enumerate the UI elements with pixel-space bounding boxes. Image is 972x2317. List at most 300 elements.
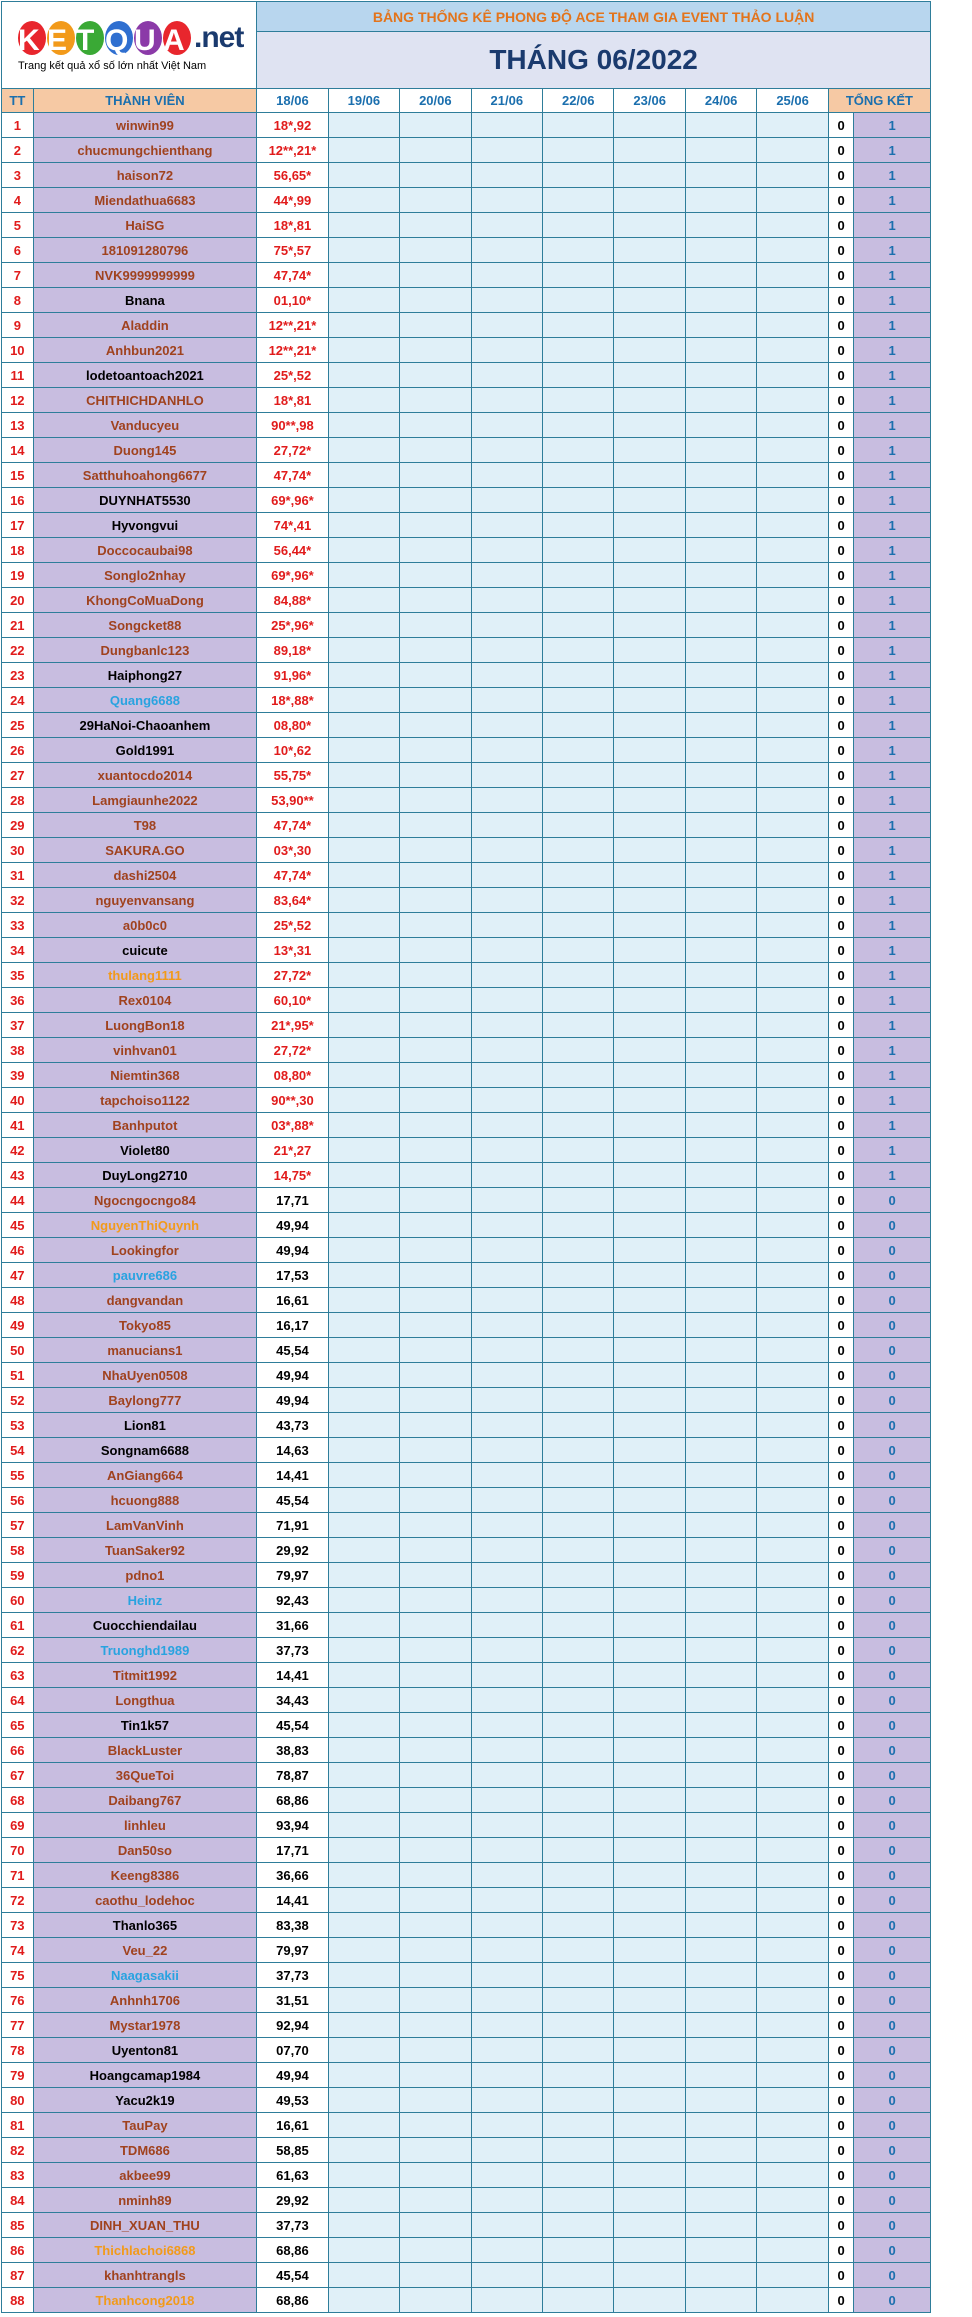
row-number: 7 — [2, 263, 34, 288]
pick-empty — [614, 1163, 685, 1188]
total-misses: 0 — [828, 1763, 854, 1788]
row-number: 16 — [2, 488, 34, 513]
total-hits: 1 — [854, 1113, 931, 1138]
total-hits: 1 — [854, 463, 931, 488]
pick-empty — [543, 1438, 614, 1463]
pick-18-06: 12**,21* — [257, 313, 328, 338]
pick-empty — [685, 1563, 756, 1588]
pick-empty — [685, 1063, 756, 1088]
pick-empty — [471, 2263, 542, 2288]
pick-18-06: 61,63 — [257, 2163, 328, 2188]
pick-empty — [400, 2163, 471, 2188]
total-misses: 0 — [828, 2113, 854, 2138]
total-misses: 0 — [828, 438, 854, 463]
pick-empty — [471, 2238, 542, 2263]
pick-empty — [614, 1038, 685, 1063]
pick-empty — [471, 1238, 542, 1263]
row-number: 59 — [2, 1563, 34, 1588]
total-misses: 0 — [828, 913, 854, 938]
table-row — [2, 488, 931, 513]
member-name: 36QueToi — [33, 1763, 257, 1788]
total-hits: 1 — [854, 688, 931, 713]
total-hits: 1 — [854, 763, 931, 788]
pick-empty — [614, 2138, 685, 2163]
pick-empty — [400, 463, 471, 488]
total-hits: 1 — [854, 413, 931, 438]
pick-empty — [685, 538, 756, 563]
pick-empty — [328, 263, 399, 288]
member-name: LamVanVinh — [33, 1513, 257, 1538]
pick-empty — [400, 238, 471, 263]
pick-empty — [471, 488, 542, 513]
pick-empty — [328, 2213, 399, 2238]
table-row — [2, 1163, 931, 1188]
pick-empty — [471, 1513, 542, 1538]
total-misses: 0 — [828, 1288, 854, 1313]
pick-empty — [471, 1138, 542, 1163]
pick-empty — [614, 263, 685, 288]
total-hits: 1 — [854, 313, 931, 338]
pick-empty — [614, 838, 685, 863]
pick-empty — [328, 138, 399, 163]
pick-empty — [614, 713, 685, 738]
pick-empty — [400, 988, 471, 1013]
pick-empty — [614, 638, 685, 663]
pick-empty — [543, 238, 614, 263]
pick-empty — [328, 913, 399, 938]
table-row — [2, 463, 931, 488]
pick-empty — [543, 2063, 614, 2088]
pick-empty — [614, 1688, 685, 1713]
total-hits: 1 — [854, 163, 931, 188]
total-hits: 1 — [854, 438, 931, 463]
pick-18-06: 49,94 — [257, 1213, 328, 1238]
table-row — [2, 1413, 931, 1438]
pick-empty — [471, 1588, 542, 1613]
total-misses: 0 — [828, 1863, 854, 1888]
pick-empty — [471, 413, 542, 438]
pick-empty — [685, 313, 756, 338]
row-number: 20 — [2, 588, 34, 613]
total-hits: 1 — [854, 388, 931, 413]
pick-empty — [400, 1838, 471, 1863]
pick-empty — [400, 138, 471, 163]
pick-empty — [400, 1363, 471, 1388]
pick-empty — [685, 638, 756, 663]
row-number: 75 — [2, 1963, 34, 1988]
pick-empty — [543, 1138, 614, 1163]
pick-empty — [543, 1913, 614, 1938]
member-name: Banhputot — [33, 1113, 257, 1138]
table-row — [2, 1538, 931, 1563]
pick-empty — [471, 1938, 542, 1963]
pick-empty — [400, 338, 471, 363]
pick-empty — [614, 488, 685, 513]
pick-empty — [543, 2238, 614, 2263]
pick-empty — [543, 1063, 614, 1088]
pick-empty — [685, 363, 756, 388]
member-name: TuanSaker92 — [33, 1538, 257, 1563]
total-hits: 0 — [854, 2238, 931, 2263]
pick-empty — [543, 613, 614, 638]
pick-empty — [543, 1488, 614, 1513]
pick-empty — [471, 513, 542, 538]
pick-empty — [685, 1788, 756, 1813]
pick-empty — [757, 1363, 828, 1388]
pick-empty — [328, 1263, 399, 1288]
total-hits: 0 — [854, 1988, 931, 2013]
pick-empty — [543, 2088, 614, 2113]
member-name: caothu_lodehoc — [33, 1888, 257, 1913]
member-name: CHITHICHDANHLO — [33, 388, 257, 413]
row-number: 11 — [2, 363, 34, 388]
pick-empty — [685, 613, 756, 638]
pick-empty — [685, 1463, 756, 1488]
pick-empty — [757, 1588, 828, 1613]
pick-empty — [685, 488, 756, 513]
pick-empty — [614, 1288, 685, 1313]
pick-empty — [685, 2138, 756, 2163]
total-hits: 1 — [854, 238, 931, 263]
pick-empty — [685, 2088, 756, 2113]
header-member: THÀNH VIÊN — [33, 89, 257, 113]
pick-18-06: 14,41 — [257, 1888, 328, 1913]
table-row — [2, 1588, 931, 1613]
pick-empty — [685, 1163, 756, 1188]
pick-empty — [400, 2013, 471, 2038]
table-row — [2, 888, 931, 913]
pick-18-06: 18*,81 — [257, 213, 328, 238]
total-misses: 0 — [828, 963, 854, 988]
pick-empty — [328, 1563, 399, 1588]
row-number: 32 — [2, 888, 34, 913]
header-date: 24/06 — [685, 89, 756, 113]
pick-empty — [614, 1663, 685, 1688]
pick-empty — [543, 838, 614, 863]
row-number: 42 — [2, 1138, 34, 1163]
pick-empty — [400, 763, 471, 788]
pick-empty — [685, 813, 756, 838]
pick-empty — [328, 1488, 399, 1513]
total-misses: 0 — [828, 1413, 854, 1438]
pick-empty — [757, 188, 828, 213]
pick-18-06: 45,54 — [257, 1713, 328, 1738]
pick-18-06: 45,54 — [257, 1488, 328, 1513]
pick-empty — [614, 463, 685, 488]
pick-18-06: 38,83 — [257, 1738, 328, 1763]
total-hits: 1 — [854, 1013, 931, 1038]
pick-empty — [614, 888, 685, 913]
pick-empty — [685, 1438, 756, 1463]
pick-empty — [685, 288, 756, 313]
pick-empty — [400, 1238, 471, 1263]
logo[interactable] — [2, 2, 257, 89]
pick-empty — [471, 538, 542, 563]
pick-empty — [471, 688, 542, 713]
total-misses: 0 — [828, 1488, 854, 1513]
pick-empty — [328, 2238, 399, 2263]
pick-empty — [757, 963, 828, 988]
pick-18-06: 17,71 — [257, 1838, 328, 1863]
table-row — [2, 1813, 931, 1838]
pick-empty — [471, 288, 542, 313]
total-hits: 1 — [854, 1088, 931, 1113]
total-hits: 0 — [854, 1363, 931, 1388]
table-row — [2, 2113, 931, 2138]
pick-18-06: 21*,27 — [257, 1138, 328, 1163]
pick-empty — [757, 2113, 828, 2138]
member-name: linhleu — [33, 1813, 257, 1838]
total-misses: 0 — [828, 1838, 854, 1863]
row-number: 35 — [2, 963, 34, 988]
table-row — [2, 2213, 931, 2238]
row-number: 62 — [2, 1638, 34, 1663]
pick-empty — [543, 913, 614, 938]
total-misses: 0 — [828, 2188, 854, 2213]
pick-empty — [614, 863, 685, 888]
pick-empty — [471, 1438, 542, 1463]
pick-empty — [400, 1988, 471, 2013]
pick-empty — [685, 913, 756, 938]
total-misses: 0 — [828, 688, 854, 713]
table-row — [2, 588, 931, 613]
total-misses: 0 — [828, 1513, 854, 1538]
pick-empty — [614, 1538, 685, 1563]
pick-empty — [685, 838, 756, 863]
pick-empty — [614, 188, 685, 213]
pick-empty — [471, 463, 542, 488]
member-name: Hoangcamap1984 — [33, 2063, 257, 2088]
pick-empty — [543, 2013, 614, 2038]
pick-empty — [614, 613, 685, 638]
pick-empty — [328, 1138, 399, 1163]
pick-empty — [757, 1038, 828, 1063]
table-row — [2, 2063, 931, 2088]
pick-empty — [328, 888, 399, 913]
pick-empty — [543, 538, 614, 563]
pick-empty — [471, 588, 542, 613]
total-hits: 1 — [854, 1038, 931, 1063]
pick-18-06: 56,65* — [257, 163, 328, 188]
pick-empty — [757, 1513, 828, 1538]
pick-empty — [757, 913, 828, 938]
pick-empty — [757, 313, 828, 338]
table-row — [2, 813, 931, 838]
pick-empty — [471, 938, 542, 963]
pick-empty — [400, 1038, 471, 1063]
table-row — [2, 1688, 931, 1713]
pick-empty — [614, 1613, 685, 1638]
pick-18-06: 31,51 — [257, 1988, 328, 2013]
pick-empty — [471, 1538, 542, 1563]
table-row — [2, 1663, 931, 1688]
total-hits: 1 — [854, 913, 931, 938]
pick-empty — [757, 2088, 828, 2113]
total-misses: 0 — [828, 1713, 854, 1738]
pick-empty — [614, 788, 685, 813]
row-number: 68 — [2, 1788, 34, 1813]
pick-18-06: 17,53 — [257, 1263, 328, 1288]
total-misses: 0 — [828, 1238, 854, 1263]
pick-empty — [685, 2113, 756, 2138]
pick-empty — [471, 1488, 542, 1513]
pick-empty — [757, 2063, 828, 2088]
pick-empty — [685, 963, 756, 988]
row-number: 23 — [2, 663, 34, 688]
header-tt: TT — [2, 89, 34, 113]
pick-empty — [757, 1788, 828, 1813]
total-misses: 0 — [828, 1088, 854, 1113]
pick-empty — [685, 663, 756, 688]
pick-empty — [328, 963, 399, 988]
pick-empty — [543, 1663, 614, 1688]
total-hits: 0 — [854, 2088, 931, 2113]
pick-empty — [543, 188, 614, 213]
pick-empty — [400, 888, 471, 913]
pick-empty — [543, 513, 614, 538]
pick-empty — [757, 2163, 828, 2188]
table-row — [2, 1013, 931, 1038]
pick-empty — [543, 1038, 614, 1063]
total-hits: 0 — [854, 1438, 931, 1463]
pick-18-06: 53,90** — [257, 788, 328, 813]
total-misses: 0 — [828, 1188, 854, 1213]
pick-empty — [614, 1413, 685, 1438]
member-name: Quang6688 — [33, 688, 257, 713]
pick-empty — [471, 213, 542, 238]
pick-empty — [757, 2263, 828, 2288]
pick-empty — [543, 2138, 614, 2163]
pick-empty — [685, 1763, 756, 1788]
total-hits: 1 — [854, 213, 931, 238]
total-misses: 0 — [828, 338, 854, 363]
total-misses: 0 — [828, 2213, 854, 2238]
total-misses: 0 — [828, 1313, 854, 1338]
pick-empty — [757, 213, 828, 238]
pick-empty — [400, 1088, 471, 1113]
row-number: 22 — [2, 638, 34, 663]
member-name: vinhvan01 — [33, 1038, 257, 1063]
pick-empty — [614, 688, 685, 713]
row-number: 79 — [2, 2063, 34, 2088]
total-misses: 0 — [828, 1613, 854, 1638]
pick-empty — [614, 1138, 685, 1163]
pick-empty — [543, 638, 614, 663]
pick-empty — [400, 1013, 471, 1038]
total-hits: 1 — [854, 888, 931, 913]
pick-18-06: 79,97 — [257, 1563, 328, 1588]
pick-empty — [685, 2163, 756, 2188]
total-hits: 1 — [854, 188, 931, 213]
pick-empty — [757, 563, 828, 588]
pick-18-06: 90**,98 — [257, 413, 328, 438]
table-row — [2, 288, 931, 313]
pick-empty — [328, 463, 399, 488]
row-number: 26 — [2, 738, 34, 763]
pick-empty — [328, 1013, 399, 1038]
pick-empty — [328, 2063, 399, 2088]
pick-empty — [757, 888, 828, 913]
pick-empty — [471, 113, 542, 138]
pick-empty — [614, 988, 685, 1013]
total-misses: 0 — [828, 1963, 854, 1988]
pick-empty — [685, 1213, 756, 1238]
pick-empty — [400, 1963, 471, 1988]
row-number: 24 — [2, 688, 34, 713]
total-misses: 0 — [828, 2138, 854, 2163]
table-row — [2, 2188, 931, 2213]
pick-18-06: 16,17 — [257, 1313, 328, 1338]
pick-empty — [471, 638, 542, 663]
pick-empty — [471, 1888, 542, 1913]
total-hits: 0 — [854, 2288, 931, 2313]
pick-empty — [685, 1388, 756, 1413]
table-row — [2, 613, 931, 638]
pick-empty — [757, 2013, 828, 2038]
pick-empty — [757, 1113, 828, 1138]
pick-empty — [614, 1313, 685, 1338]
total-hits: 0 — [854, 2113, 931, 2138]
table-row — [2, 688, 931, 713]
total-misses: 0 — [828, 1738, 854, 1763]
total-misses: 0 — [828, 663, 854, 688]
total-hits: 0 — [854, 1688, 931, 1713]
total-misses: 0 — [828, 2288, 854, 2313]
table-row — [2, 1888, 931, 1913]
row-number: 29 — [2, 813, 34, 838]
pick-empty — [757, 713, 828, 738]
pick-18-06: 16,61 — [257, 1288, 328, 1313]
row-number: 80 — [2, 2088, 34, 2113]
pick-empty — [757, 1263, 828, 1288]
pick-empty — [757, 1463, 828, 1488]
pick-18-06: 83,38 — [257, 1913, 328, 1938]
pick-18-06: 49,94 — [257, 1238, 328, 1263]
header-date: 19/06 — [328, 89, 399, 113]
member-name: AnGiang664 — [33, 1463, 257, 1488]
pick-18-06: 37,73 — [257, 2213, 328, 2238]
member-name: a0b0c0 — [33, 913, 257, 938]
pick-empty — [614, 2288, 685, 2313]
pick-18-06: 69*,96* — [257, 488, 328, 513]
pick-empty — [328, 238, 399, 263]
pick-empty — [685, 1413, 756, 1438]
pick-empty — [328, 1163, 399, 1188]
pick-18-06: 92,43 — [257, 1588, 328, 1613]
pick-empty — [543, 1888, 614, 1913]
pick-empty — [328, 1438, 399, 1463]
pick-empty — [543, 1863, 614, 1888]
pick-empty — [328, 488, 399, 513]
member-name: haison72 — [33, 163, 257, 188]
pick-empty — [543, 938, 614, 963]
pick-18-06: 14,75* — [257, 1163, 328, 1188]
member-name: Songcket88 — [33, 613, 257, 638]
pick-18-06: 45,54 — [257, 2263, 328, 2288]
pick-empty — [543, 213, 614, 238]
total-hits: 0 — [854, 1763, 931, 1788]
pick-empty — [614, 2013, 685, 2038]
member-name: chucmungchienthang — [33, 138, 257, 163]
pick-empty — [471, 1663, 542, 1688]
pick-empty — [328, 1938, 399, 1963]
pick-empty — [614, 2163, 685, 2188]
pick-empty — [757, 1238, 828, 1263]
pick-empty — [400, 413, 471, 438]
total-hits: 0 — [854, 2188, 931, 2213]
pick-empty — [328, 1413, 399, 1438]
total-hits: 0 — [854, 2038, 931, 2063]
